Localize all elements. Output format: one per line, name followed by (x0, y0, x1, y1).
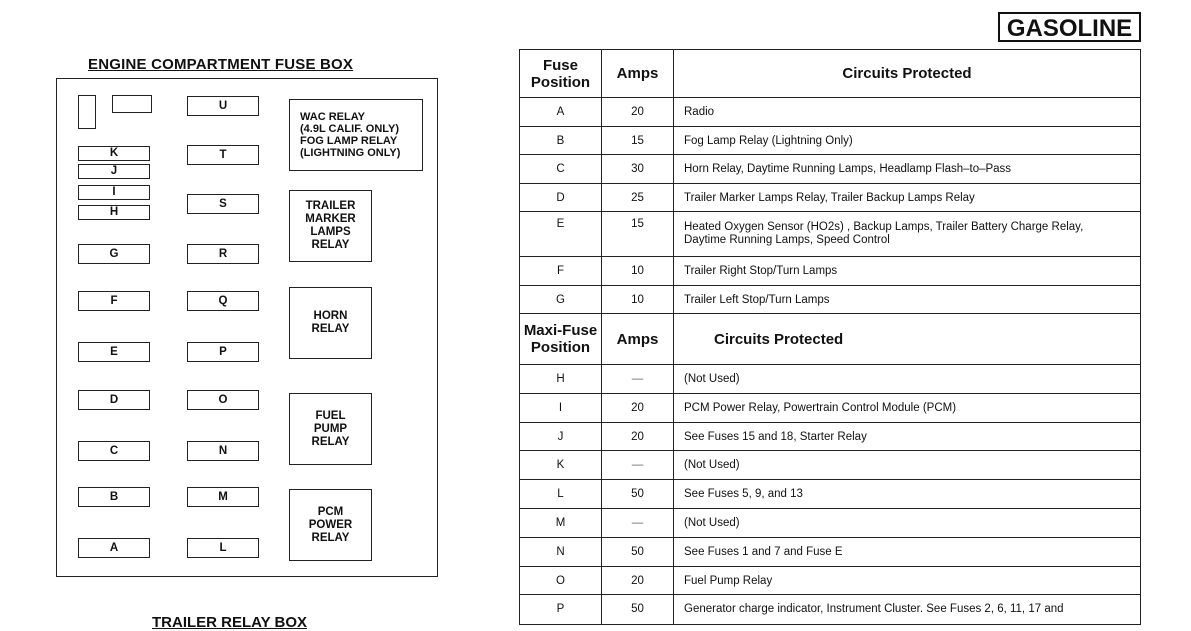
fuse-E: E (78, 342, 150, 362)
fuse-Q: Q (187, 291, 259, 311)
fuse-D: D (78, 390, 150, 410)
fuse-box-title: ENGINE COMPARTMENT FUSE BOX (88, 56, 354, 73)
row-circuits: Generator charge indicator, Instrument Cluster. See Fuses 2, 6, 11, 17 and (674, 595, 1141, 625)
fuse-L: L (187, 538, 259, 558)
row-amps: 50 (602, 595, 674, 625)
row-amps: 50 (602, 480, 674, 509)
header-maxi-circuits: Circuits Protected (674, 314, 1141, 365)
row-amps: 20 (602, 423, 674, 451)
row-pos: E (520, 212, 602, 257)
row-amps: — (602, 509, 674, 538)
table-row (520, 480, 1141, 509)
row-amps: 20 (602, 394, 674, 423)
row-circuits: See Fuses 1 and 7 and Fuse E (674, 538, 1141, 567)
row-pos: D (520, 184, 602, 212)
trailer-relay-box-title: TRAILER RELAY BOX (152, 614, 308, 631)
table-row (520, 212, 1141, 257)
row-pos: N (520, 538, 602, 567)
table-row (520, 423, 1141, 451)
fuse-box-diagram (56, 78, 438, 577)
row-circuits: Trailer Marker Lamps Relay, Trailer Backup Lamps Relay (674, 184, 1141, 212)
row-circuits: Trailer Right Stop/Turn Lamps (674, 257, 1141, 286)
trailer-marker-lamps-relay: TRAILER MARKER LAMPS RELAY (289, 190, 372, 262)
row-amps: 15 (602, 127, 674, 155)
header-circuits: Circuits Protected (674, 50, 1141, 98)
table-row (520, 365, 1141, 394)
row-amps: 20 (602, 567, 674, 595)
fuse-C: C (78, 441, 150, 461)
row-pos: G (520, 286, 602, 314)
header-position: Fuse Position (520, 50, 602, 98)
fuse-slot-vertical (78, 95, 96, 129)
row-pos: L (520, 480, 602, 509)
row-amps: — (602, 365, 674, 394)
table-row (520, 98, 1141, 127)
row-circuits: (Not Used) (674, 451, 1141, 480)
fuse-A: A (78, 538, 150, 558)
row-pos: M (520, 509, 602, 538)
table-row (520, 567, 1141, 595)
row-circuits: Trailer Left Stop/Turn Lamps (674, 286, 1141, 314)
row-circuits: Horn Relay, Daytime Running Lamps, Headlamp Flash–to–Pass (674, 155, 1141, 184)
table-row (520, 257, 1141, 286)
fuse-slot-horizontal (112, 95, 152, 113)
row-amps: 50 (602, 538, 674, 567)
row-circuits: See Fuses 5, 9, and 13 (674, 480, 1141, 509)
row-circuits: (Not Used) (674, 509, 1141, 538)
fuse-H: H (78, 205, 150, 220)
fuse-F: F (78, 291, 150, 311)
row-amps: — (602, 451, 674, 480)
fuse-K: K (78, 146, 150, 161)
row-amps: 30 (602, 155, 674, 184)
row-circuits: PCM Power Relay, Powertrain Control Module (PCM) (674, 394, 1141, 423)
horn-relay: HORN RELAY (289, 287, 372, 359)
row-circuits: Radio (674, 98, 1141, 127)
header-maxi-position: Maxi-Fuse Position (520, 314, 602, 365)
fuse-P: P (187, 342, 259, 362)
row-pos: J (520, 423, 602, 451)
row-pos: A (520, 98, 602, 127)
fuse-J: J (78, 164, 150, 179)
row-pos: O (520, 567, 602, 595)
header-maxi-amps: Amps (602, 314, 674, 365)
fuse-B: B (78, 487, 150, 507)
row-pos: P (520, 595, 602, 625)
row-pos: C (520, 155, 602, 184)
row-pos: K (520, 451, 602, 480)
row-circuits: (Not Used) (674, 365, 1141, 394)
row-amps: 10 (602, 286, 674, 314)
row-pos: B (520, 127, 602, 155)
fuse-O: O (187, 390, 259, 410)
fuse-I: I (78, 185, 150, 200)
fuse-G: G (78, 244, 150, 264)
fuse-N: N (187, 441, 259, 461)
table-header-maxi (520, 314, 1141, 365)
fuse-table (519, 49, 1141, 625)
header-amps: Amps (602, 50, 674, 98)
table-row (520, 286, 1141, 314)
fuse-S: S (187, 194, 259, 214)
row-amps: 20 (602, 98, 674, 127)
row-pos: F (520, 257, 602, 286)
row-circuits: Fuel Pump Relay (674, 567, 1141, 595)
table-row (520, 509, 1141, 538)
gasoline-badge: GASOLINE (998, 12, 1141, 42)
table-header-fuse (520, 50, 1141, 98)
row-circuits: Heated Oxygen Sensor (HO2s) , Backup Lamps, Trailer Battery Charge Relay, Daytime Running Lamps, Speed Control (674, 212, 1141, 257)
row-amps: 10 (602, 257, 674, 286)
row-pos: I (520, 394, 602, 423)
fuse-T: T (187, 145, 259, 165)
row-amps: 15 (602, 212, 674, 257)
fuse-M: M (187, 487, 259, 507)
row-pos: H (520, 365, 602, 394)
pcm-power-relay: PCM POWER RELAY (289, 489, 372, 561)
fuse-U: U (187, 96, 259, 116)
fuel-pump-relay: FUEL PUMP RELAY (289, 393, 372, 465)
fuse-R: R (187, 244, 259, 264)
table-row (520, 394, 1141, 423)
row-amps: 25 (602, 184, 674, 212)
table-row (520, 184, 1141, 212)
table-row (520, 451, 1141, 480)
row-circuits: Fog Lamp Relay (Lightning Only) (674, 127, 1141, 155)
table-row (520, 127, 1141, 155)
table-row (520, 155, 1141, 184)
table-row (520, 538, 1141, 567)
wac-fog-relay: WAC RELAY (4.9L CALIF. ONLY) FOG LAMP RELAY (LIGHTNING ONLY) (289, 99, 423, 171)
table-row (520, 595, 1141, 625)
row-circuits: See Fuses 15 and 18, Starter Relay (674, 423, 1141, 451)
